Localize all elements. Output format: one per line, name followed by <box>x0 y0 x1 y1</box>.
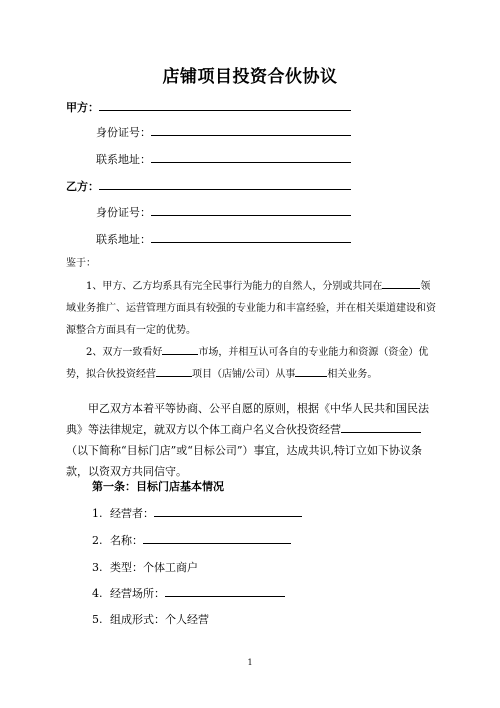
page-number: 1 <box>247 658 253 667</box>
party-b-address-row <box>96 231 351 247</box>
item-label: 组成形式：个人经营 <box>110 613 209 626</box>
intro-text-b: （以下简称“目标门店”或“目标公司”）事宜，达成共识,特订立如下协议条款，以资双方共同信守。 <box>66 444 422 478</box>
party-a-id-label: 身份证号： <box>96 126 151 139</box>
party-a-address-row <box>96 151 351 167</box>
clause-1-text-b: 领域业务推广、运营管理方面具有较强的专业能力和丰富经验，并在相关渠道建设和资源整合方面具有一定的优势。 <box>66 281 436 336</box>
clause-2-text-d: 相关业务。 <box>327 369 378 380</box>
party-b-address-label: 联系地址： <box>96 233 151 246</box>
clause-2 <box>66 342 436 386</box>
whereas-label: 鉴于： <box>66 258 96 269</box>
item-number: 5. <box>92 613 103 626</box>
article-1-item-4 <box>92 585 285 601</box>
document-title: 店铺项目投资合伙协议 <box>162 67 338 87</box>
item-number: 3. <box>92 561 103 574</box>
party-b-row <box>66 178 351 194</box>
article-1-item-1 <box>92 505 302 521</box>
party-b-id-label: 身份证号： <box>96 206 151 219</box>
party-b-blank <box>99 178 351 190</box>
intro-text-a: 甲乙双方本着平等协商、公平自愿的原则，根据《中华人民共和国民法典》等法律规定，就双方以个体工商户名义合伙投资经营 <box>66 402 429 436</box>
name-blank <box>143 532 291 544</box>
item-number: 2. <box>92 534 103 547</box>
clause-2-text-b: 市场，并相互认可各自的专业能力和资源（资金）优势，拟合伙投资经营 <box>66 347 429 380</box>
clause-2-blank-project <box>156 366 192 377</box>
article-1-item-5 <box>92 611 209 627</box>
party-b-id-blank <box>151 204 351 216</box>
party-a-id-blank <box>151 124 351 136</box>
clause-1-text-a: 1、甲方、乙方均系具有完全民事行为能力的自然人，分别或共同在 <box>86 281 383 292</box>
item-label: 名称： <box>110 534 143 547</box>
party-a-label: 甲方： <box>66 101 99 114</box>
item-number: 1. <box>92 507 103 520</box>
clause-2-blank-business <box>295 366 327 377</box>
clause-2-text-c: 项目（店铺/公司）从事 <box>192 369 296 380</box>
clause-1 <box>66 276 436 342</box>
party-b-label: 乙方： <box>66 180 99 193</box>
party-b-id-row <box>96 204 351 220</box>
party-a-address-blank <box>151 151 351 163</box>
item-label: 类型：个体工商户 <box>110 561 198 574</box>
operator-blank <box>154 505 302 517</box>
premises-blank <box>165 585 285 597</box>
item-label: 经营者： <box>110 507 154 520</box>
party-a-blank <box>99 99 351 111</box>
clause-2-text-a: 2、双方一致看好 <box>86 347 163 358</box>
party-a-address-label: 联系地址： <box>96 153 151 166</box>
article-1-item-2 <box>92 532 291 548</box>
article-1-heading: 第一条：目标门店基本情况 <box>92 480 224 493</box>
clause-2-blank-market <box>162 344 198 355</box>
item-label: 经营场所： <box>110 587 165 600</box>
item-number: 4. <box>92 587 103 600</box>
article-1-item-3 <box>92 559 198 575</box>
intro-paragraph <box>66 398 436 482</box>
party-a-id-row <box>96 124 351 140</box>
clause-1-blank <box>382 278 420 289</box>
party-a-row <box>66 99 351 115</box>
party-b-address-blank <box>151 231 351 243</box>
intro-blank <box>341 422 421 433</box>
